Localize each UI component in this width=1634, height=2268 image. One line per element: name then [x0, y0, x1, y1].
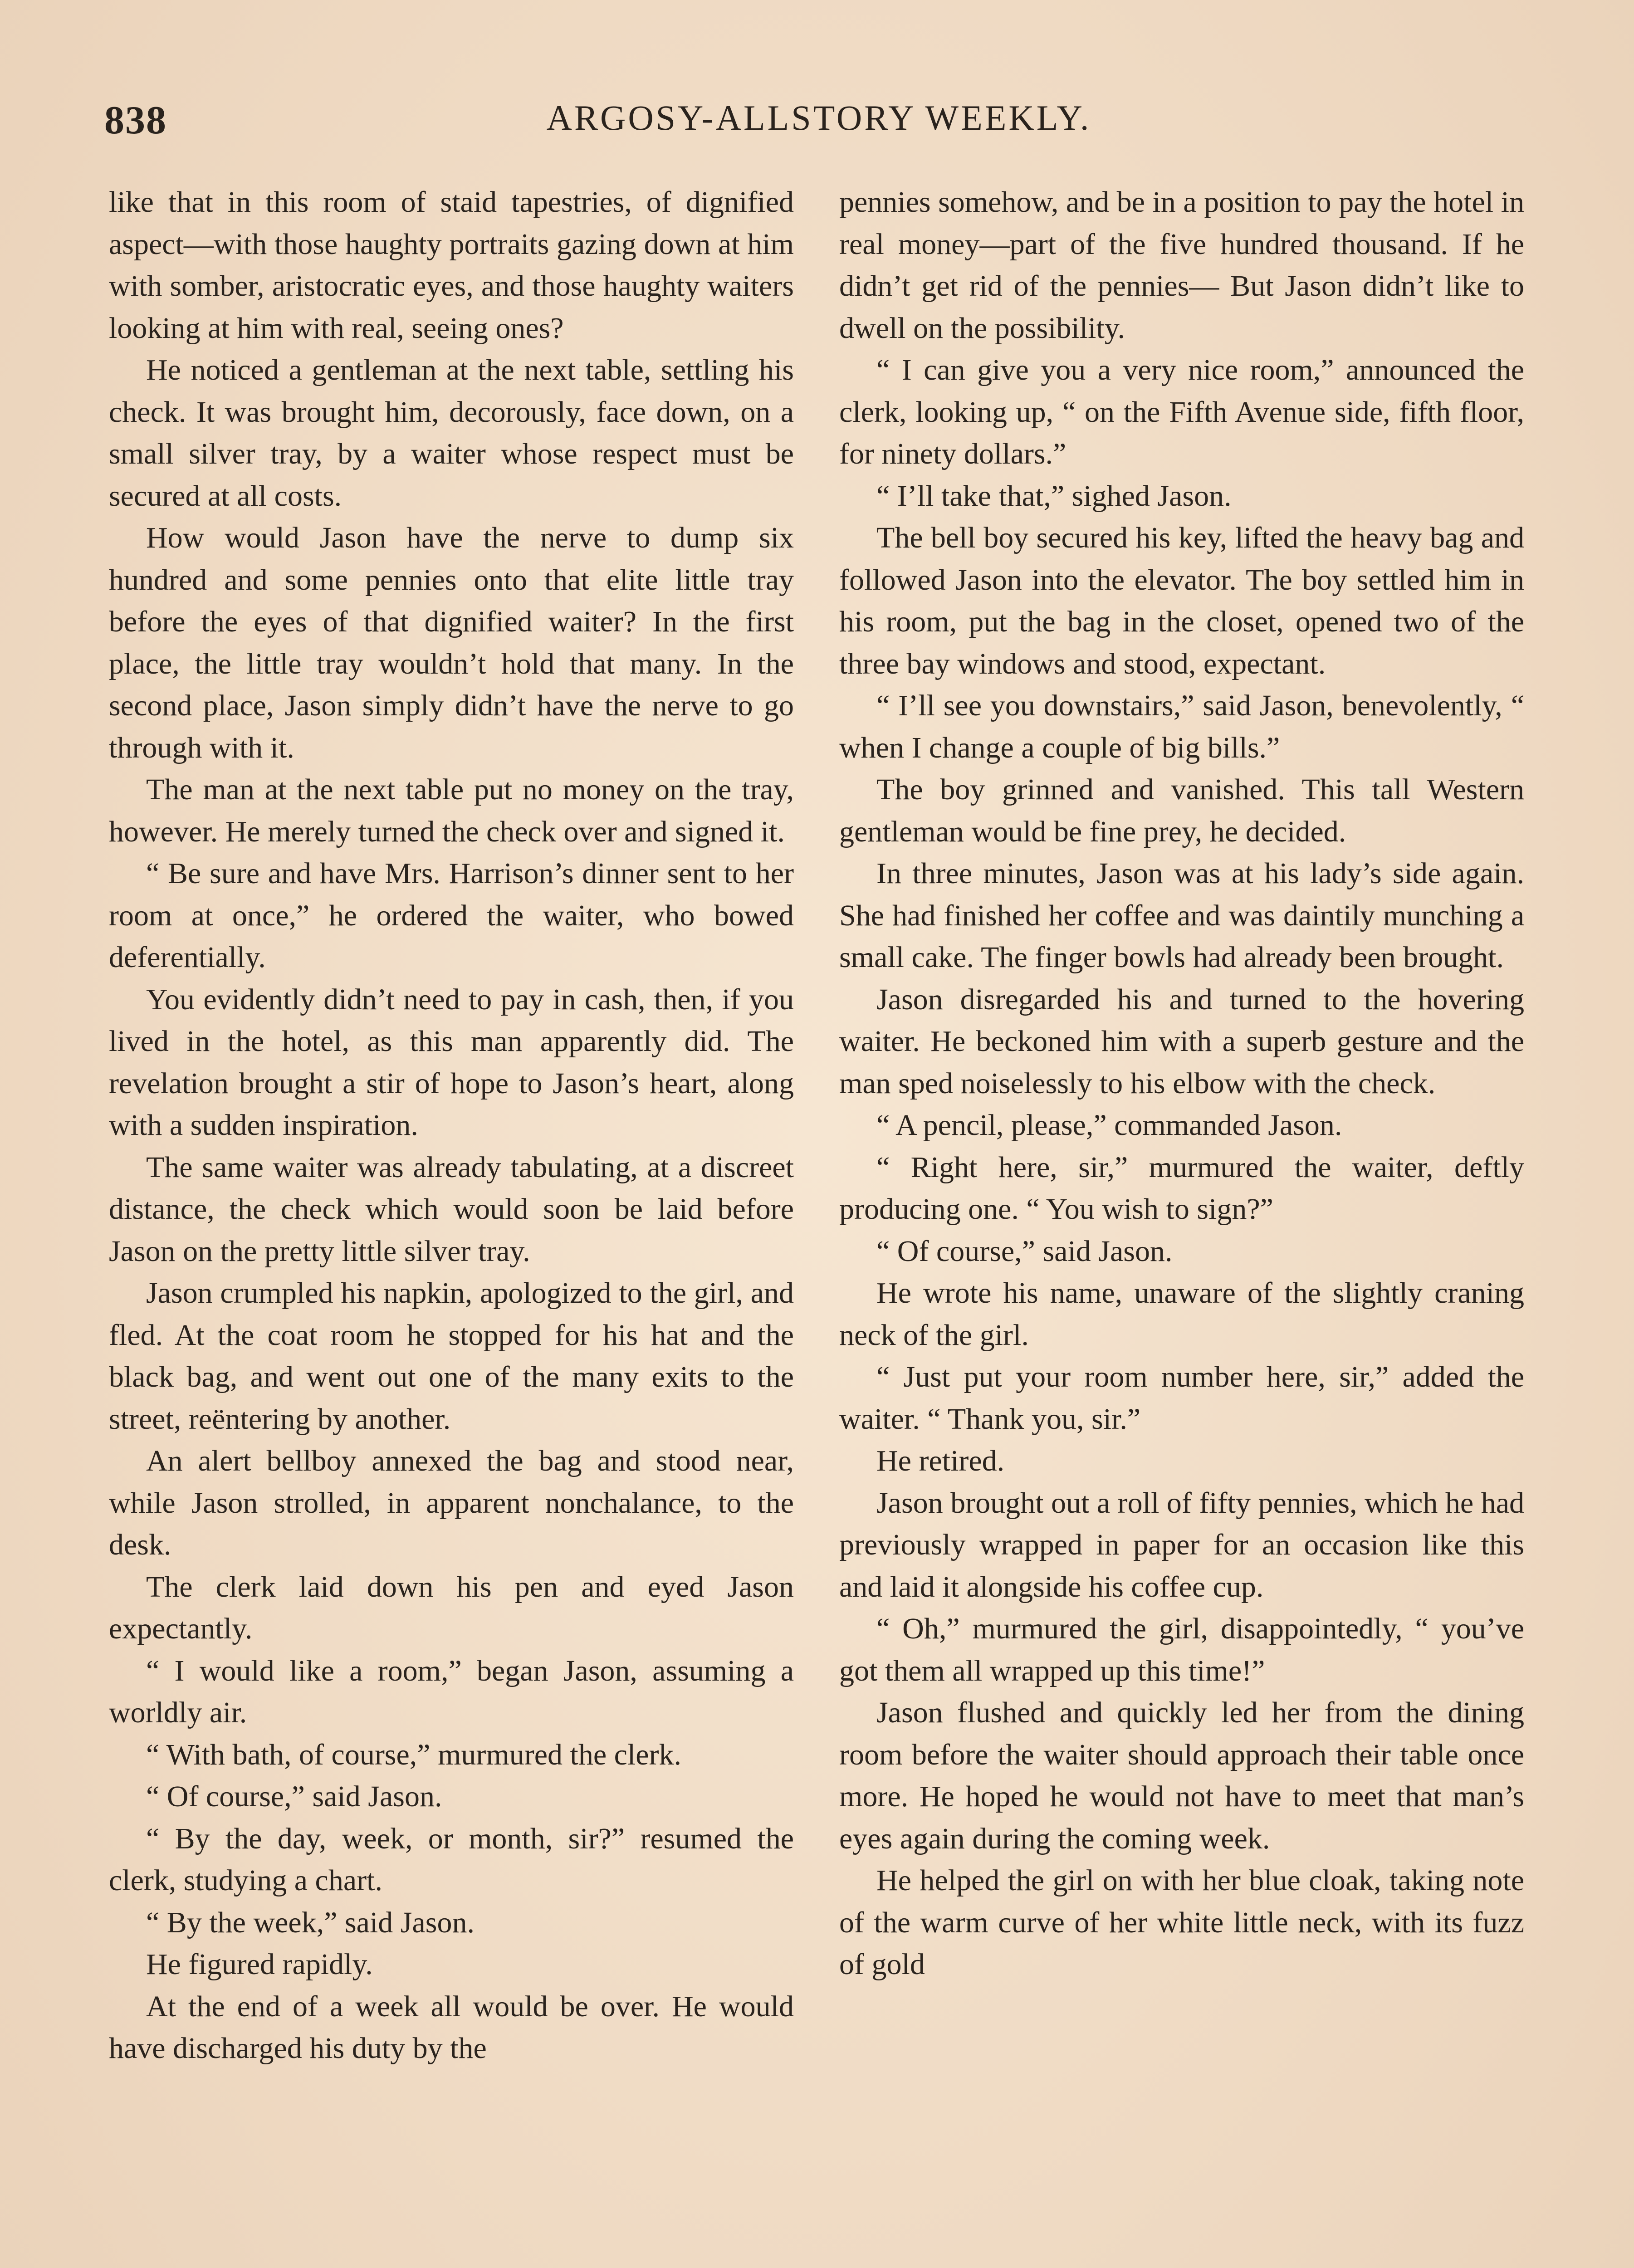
paragraph: In three minutes, Jason was at his lady’s side again. She had finished her coffee and was daintily munching a small cake. The finger bowls had already been brought. — [839, 857, 1524, 974]
page-number: 838 — [104, 98, 167, 142]
paragraph: “ Of course,” said Jason. — [876, 1234, 1173, 1268]
paragraph: The boy grinned and vanished. This tall Western gentleman would be fine prey, he decided. — [839, 773, 1524, 848]
paragraph: “ By the day, week, or month, sir?” resumed the clerk, studying a chart. — [109, 1822, 794, 1897]
paragraph: “ Oh,” murmured the girl, disappointedly, “ you’ve got them all wrapped up this time!” — [839, 1612, 1524, 1687]
paragraph: The same waiter was already tabulating, at a discreet distance, the check which would soon be laid before Jason on the pretty little silver tray. — [109, 1150, 794, 1268]
paragraph: Jason brought out a roll of fifty pennies, which he had previously wrapped in paper for an occasion like this and laid it alongside his coffee cup. — [839, 1486, 1524, 1603]
paragraph: He noticed a gentleman at the next table, settling his check. It was brought him, decorously, face down, on a small silver tray, by a waiter whose respect must be secured at all costs. — [109, 353, 794, 513]
paragraph: The bell boy secured his key, lifted the heavy bag and followed Jason into the elevator. The boy settled him in his room, put the bag in the closet, opened two of the three bay windows and stood, expectant. — [839, 521, 1524, 680]
page-header — [104, 98, 1533, 156]
paragraph: “ A pencil, please,” commanded Jason. — [876, 1109, 1342, 1142]
paragraph: Jason crumpled his napkin, apologized to the girl, and fled. At the coat room he stopped for his hat and the black bag, and went out one of the many exits to the street, reëntering by another. — [109, 1276, 794, 1436]
paragraph: “ Of course,” said Jason. — [146, 1780, 442, 1813]
paragraph: The man at the next table put no money on the tray, however. He merely turned the check over and signed it. — [109, 773, 794, 848]
paragraph: An alert bellboy annexed the bag and stood near, while Jason strolled, in apparent nonchalance, to the desk. — [109, 1444, 794, 1561]
paragraph: He helped the girl on with her blue cloak, taking note of the warm curve of her white little neck, with its fuzz of gold — [839, 1864, 1524, 1981]
paragraph: “ By the week,” said Jason. — [146, 1906, 475, 1939]
right-column — [839, 181, 1524, 2268]
paragraph: He figured rapidly. — [146, 1948, 373, 1981]
paragraph: “ I’ll see you downstairs,” said Jason, benevolently, “ when I change a couple of big bills.” — [839, 689, 1524, 764]
paragraph: “ Be sure and have Mrs. Harrison’s dinner sent to her room at once,” he ordered the waiter, who bowed deferentially. — [109, 857, 794, 974]
paragraph: Jason disregarded his and turned to the hovering waiter. He beckoned him with a superb gesture and the man sped noiselessly to his elbow with the check. — [839, 982, 1524, 1100]
paragraph: He wrote his name, unaware of the slightly craning neck of the girl. — [839, 1276, 1524, 1352]
paragraph: At the end of a week all would be over. He would have discharged his duty by the — [109, 1989, 794, 2065]
paragraph: “ Just put your room number here, sir,” added the waiter. “ Thank you, sir.” — [839, 1360, 1524, 1436]
text-columns — [109, 181, 1524, 2268]
paragraph: “ I can give you a very nice room,” announced the clerk, looking up, “ on the Fifth Avenue side, fifth floor, for ninety dollars.” — [839, 353, 1524, 470]
paragraph: pennies somehow, and be in a position to pay the hotel in real money—part of the five hundred thousand. If he didn’t get rid of the pennies— But Jason didn’t like to dwell on the possibility. — [839, 186, 1524, 345]
paragraph: You evidently didn’t need to pay in cash, then, if you lived in the hotel, as this man apparently did. The revelation brought a stir of hope to Jason’s heart, along with a sudden inspiration. — [109, 982, 794, 1142]
paragraph: The clerk laid down his pen and eyed Jason expectantly. — [109, 1570, 794, 1645]
paragraph: How would Jason have the nerve to dump six hundred and some pennies onto that elite little tray before the eyes of that dignified waiter? In the first place, the little tray wouldn’t hold that many. In the second place, Jason simply didn’t have the nerve to go through with it. — [109, 521, 794, 764]
running-title: ARGOSY-ALLSTORY WEEKLY. — [546, 98, 1091, 137]
paragraph: Jason flushed and quickly led her from the dining room before the waiter should approach their table once more. He hoped he would not have to meet that man’s eyes again during the coming week. — [839, 1696, 1524, 1855]
paragraph: “ With bath, of course,” murmured the clerk. — [146, 1738, 682, 1771]
paragraph: He retired. — [876, 1444, 1005, 1477]
paragraph: “ I would like a room,” began Jason, assuming a worldly air. — [109, 1654, 794, 1729]
paragraph: “ I’ll take that,” sighed Jason. — [876, 479, 1232, 513]
paragraph: like that in this room of staid tapestries, of dignified aspect—with those haughty portraits gazing down at him with somber, aristocratic eyes, and those haughty waiters looking at him with real, seeing ones? — [109, 186, 794, 345]
paragraph: “ Right here, sir,” murmured the waiter, deftly producing one. “ You wish to sign?” — [839, 1150, 1524, 1226]
left-column — [109, 181, 794, 2268]
